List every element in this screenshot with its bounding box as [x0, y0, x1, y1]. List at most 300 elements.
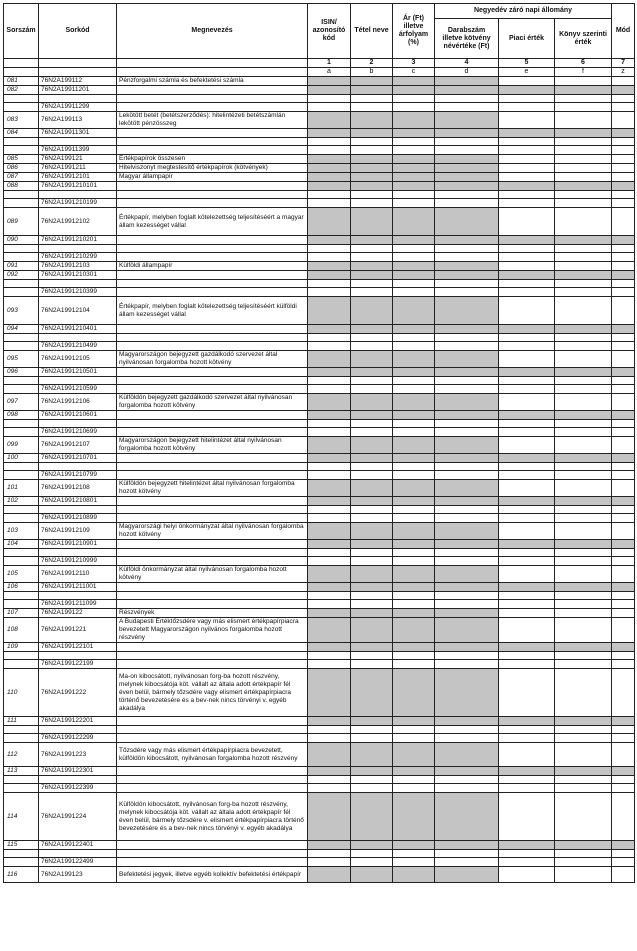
ar-cell[interactable]	[393, 609, 435, 618]
piaci-cell[interactable]	[499, 669, 555, 717]
isin-cell[interactable]	[308, 236, 351, 245]
tetel-cell[interactable]	[351, 208, 393, 236]
darab-cell[interactable]	[435, 776, 499, 784]
piaci-cell[interactable]	[499, 841, 555, 850]
piaci-cell[interactable]	[499, 173, 555, 182]
ar-cell[interactable]	[393, 280, 435, 288]
isin-cell[interactable]	[308, 342, 351, 351]
piaci-cell[interactable]	[499, 776, 555, 784]
konyv-cell[interactable]	[555, 112, 612, 129]
tetel-cell[interactable]	[351, 540, 393, 549]
tetel-cell[interactable]	[351, 743, 393, 767]
piaci-cell[interactable]	[499, 297, 555, 325]
tetel-cell[interactable]	[351, 717, 393, 726]
mod-cell[interactable]	[612, 164, 635, 173]
mod-cell[interactable]	[612, 523, 635, 540]
tetel-cell[interactable]	[351, 471, 393, 480]
ar-cell[interactable]	[393, 325, 435, 334]
piaci-cell[interactable]	[499, 288, 555, 297]
tetel-cell[interactable]	[351, 325, 393, 334]
mod-cell[interactable]	[612, 776, 635, 784]
darab-cell[interactable]	[435, 191, 499, 199]
darab-cell[interactable]	[435, 743, 499, 767]
konyv-cell[interactable]	[555, 463, 612, 471]
tetel-cell[interactable]	[351, 793, 393, 841]
mod-cell[interactable]	[612, 297, 635, 325]
tetel-cell[interactable]	[351, 271, 393, 280]
ar-cell[interactable]	[393, 428, 435, 437]
ar-cell[interactable]	[393, 377, 435, 385]
konyv-cell[interactable]	[555, 428, 612, 437]
konyv-cell[interactable]	[555, 454, 612, 463]
isin-cell[interactable]	[308, 549, 351, 557]
tetel-cell[interactable]	[351, 549, 393, 557]
tetel-cell[interactable]	[351, 377, 393, 385]
mod-cell[interactable]	[612, 253, 635, 262]
tetel-cell[interactable]	[351, 86, 393, 95]
ar-cell[interactable]	[393, 208, 435, 236]
tetel-cell[interactable]	[351, 867, 393, 883]
tetel-cell[interactable]	[351, 726, 393, 734]
piaci-cell[interactable]	[499, 182, 555, 191]
tetel-cell[interactable]	[351, 776, 393, 784]
mod-cell[interactable]	[612, 557, 635, 566]
piaci-cell[interactable]	[499, 129, 555, 138]
isin-cell[interactable]	[308, 643, 351, 652]
mod-cell[interactable]	[612, 86, 635, 95]
konyv-cell[interactable]	[555, 734, 612, 743]
darab-cell[interactable]	[435, 245, 499, 253]
piaci-cell[interactable]	[499, 514, 555, 523]
tetel-cell[interactable]	[351, 245, 393, 253]
mod-cell[interactable]	[612, 394, 635, 411]
isin-cell[interactable]	[308, 262, 351, 271]
piaci-cell[interactable]	[499, 155, 555, 164]
konyv-cell[interactable]	[555, 245, 612, 253]
piaci-cell[interactable]	[499, 717, 555, 726]
mod-cell[interactable]	[612, 600, 635, 609]
tetel-cell[interactable]	[351, 497, 393, 506]
tetel-cell[interactable]	[351, 191, 393, 199]
isin-cell[interactable]	[308, 858, 351, 867]
konyv-cell[interactable]	[555, 385, 612, 394]
tetel-cell[interactable]	[351, 288, 393, 297]
darab-cell[interactable]	[435, 734, 499, 743]
mod-cell[interactable]	[612, 592, 635, 600]
piaci-cell[interactable]	[499, 850, 555, 858]
darab-cell[interactable]	[435, 77, 499, 86]
darab-cell[interactable]	[435, 523, 499, 540]
konyv-cell[interactable]	[555, 146, 612, 155]
isin-cell[interactable]	[308, 138, 351, 146]
darab-cell[interactable]	[435, 155, 499, 164]
ar-cell[interactable]	[393, 726, 435, 734]
isin-cell[interactable]	[308, 411, 351, 420]
konyv-cell[interactable]	[555, 288, 612, 297]
mod-cell[interactable]	[612, 497, 635, 506]
tetel-cell[interactable]	[351, 437, 393, 454]
konyv-cell[interactable]	[555, 236, 612, 245]
mod-cell[interactable]	[612, 793, 635, 841]
konyv-cell[interactable]	[555, 743, 612, 767]
darab-cell[interactable]	[435, 271, 499, 280]
tetel-cell[interactable]	[351, 454, 393, 463]
mod-cell[interactable]	[612, 841, 635, 850]
ar-cell[interactable]	[393, 411, 435, 420]
darab-cell[interactable]	[435, 566, 499, 583]
darab-cell[interactable]	[435, 428, 499, 437]
ar-cell[interactable]	[393, 540, 435, 549]
konyv-cell[interactable]	[555, 86, 612, 95]
darab-cell[interactable]	[435, 253, 499, 262]
mod-cell[interactable]	[612, 199, 635, 208]
piaci-cell[interactable]	[499, 463, 555, 471]
piaci-cell[interactable]	[499, 557, 555, 566]
darab-cell[interactable]	[435, 767, 499, 776]
ar-cell[interactable]	[393, 191, 435, 199]
ar-cell[interactable]	[393, 288, 435, 297]
isin-cell[interactable]	[308, 394, 351, 411]
konyv-cell[interactable]	[555, 643, 612, 652]
darab-cell[interactable]	[435, 643, 499, 652]
mod-cell[interactable]	[612, 182, 635, 191]
darab-cell[interactable]	[435, 146, 499, 155]
ar-cell[interactable]	[393, 743, 435, 767]
konyv-cell[interactable]	[555, 540, 612, 549]
piaci-cell[interactable]	[499, 334, 555, 342]
tetel-cell[interactable]	[351, 262, 393, 271]
darab-cell[interactable]	[435, 129, 499, 138]
ar-cell[interactable]	[393, 262, 435, 271]
mod-cell[interactable]	[612, 643, 635, 652]
tetel-cell[interactable]	[351, 858, 393, 867]
darab-cell[interactable]	[435, 411, 499, 420]
ar-cell[interactable]	[393, 652, 435, 660]
konyv-cell[interactable]	[555, 351, 612, 368]
piaci-cell[interactable]	[499, 138, 555, 146]
tetel-cell[interactable]	[351, 669, 393, 717]
ar-cell[interactable]	[393, 155, 435, 164]
isin-cell[interactable]	[308, 743, 351, 767]
piaci-cell[interactable]	[499, 540, 555, 549]
ar-cell[interactable]	[393, 394, 435, 411]
isin-cell[interactable]	[308, 351, 351, 368]
darab-cell[interactable]	[435, 506, 499, 514]
konyv-cell[interactable]	[555, 280, 612, 288]
piaci-cell[interactable]	[499, 191, 555, 199]
isin-cell[interactable]	[308, 566, 351, 583]
piaci-cell[interactable]	[499, 199, 555, 208]
piaci-cell[interactable]	[499, 385, 555, 394]
ar-cell[interactable]	[393, 437, 435, 454]
konyv-cell[interactable]	[555, 77, 612, 86]
piaci-cell[interactable]	[499, 566, 555, 583]
isin-cell[interactable]	[308, 734, 351, 743]
tetel-cell[interactable]	[351, 173, 393, 182]
ar-cell[interactable]	[393, 566, 435, 583]
ar-cell[interactable]	[393, 236, 435, 245]
tetel-cell[interactable]	[351, 557, 393, 566]
piaci-cell[interactable]	[499, 394, 555, 411]
konyv-cell[interactable]	[555, 164, 612, 173]
darab-cell[interactable]	[435, 600, 499, 609]
ar-cell[interactable]	[393, 463, 435, 471]
darab-cell[interactable]	[435, 652, 499, 660]
piaci-cell[interactable]	[499, 95, 555, 103]
isin-cell[interactable]	[308, 717, 351, 726]
darab-cell[interactable]	[435, 850, 499, 858]
ar-cell[interactable]	[393, 199, 435, 208]
tetel-cell[interactable]	[351, 480, 393, 497]
isin-cell[interactable]	[308, 86, 351, 95]
mod-cell[interactable]	[612, 385, 635, 394]
mod-cell[interactable]	[612, 245, 635, 253]
ar-cell[interactable]	[393, 129, 435, 138]
konyv-cell[interactable]	[555, 420, 612, 428]
ar-cell[interactable]	[393, 618, 435, 643]
piaci-cell[interactable]	[499, 368, 555, 377]
tetel-cell[interactable]	[351, 784, 393, 793]
piaci-cell[interactable]	[499, 618, 555, 643]
tetel-cell[interactable]	[351, 643, 393, 652]
darab-cell[interactable]	[435, 385, 499, 394]
isin-cell[interactable]	[308, 173, 351, 182]
tetel-cell[interactable]	[351, 618, 393, 643]
mod-cell[interactable]	[612, 280, 635, 288]
piaci-cell[interactable]	[499, 77, 555, 86]
ar-cell[interactable]	[393, 112, 435, 129]
darab-cell[interactable]	[435, 480, 499, 497]
isin-cell[interactable]	[308, 428, 351, 437]
isin-cell[interactable]	[308, 540, 351, 549]
mod-cell[interactable]	[612, 334, 635, 342]
konyv-cell[interactable]	[555, 411, 612, 420]
isin-cell[interactable]	[308, 129, 351, 138]
piaci-cell[interactable]	[499, 351, 555, 368]
konyv-cell[interactable]	[555, 297, 612, 325]
tetel-cell[interactable]	[351, 583, 393, 592]
piaci-cell[interactable]	[499, 743, 555, 767]
ar-cell[interactable]	[393, 776, 435, 784]
konyv-cell[interactable]	[555, 523, 612, 540]
isin-cell[interactable]	[308, 726, 351, 734]
konyv-cell[interactable]	[555, 497, 612, 506]
piaci-cell[interactable]	[499, 726, 555, 734]
tetel-cell[interactable]	[351, 112, 393, 129]
darab-cell[interactable]	[435, 618, 499, 643]
piaci-cell[interactable]	[499, 867, 555, 883]
darab-cell[interactable]	[435, 784, 499, 793]
isin-cell[interactable]	[308, 95, 351, 103]
isin-cell[interactable]	[308, 514, 351, 523]
darab-cell[interactable]	[435, 377, 499, 385]
piaci-cell[interactable]	[499, 784, 555, 793]
piaci-cell[interactable]	[499, 86, 555, 95]
konyv-cell[interactable]	[555, 208, 612, 236]
tetel-cell[interactable]	[351, 164, 393, 173]
ar-cell[interactable]	[393, 660, 435, 669]
darab-cell[interactable]	[435, 368, 499, 377]
ar-cell[interactable]	[393, 245, 435, 253]
ar-cell[interactable]	[393, 841, 435, 850]
mod-cell[interactable]	[612, 271, 635, 280]
isin-cell[interactable]	[308, 368, 351, 377]
tetel-cell[interactable]	[351, 199, 393, 208]
darab-cell[interactable]	[435, 394, 499, 411]
mod-cell[interactable]	[612, 767, 635, 776]
mod-cell[interactable]	[612, 288, 635, 297]
isin-cell[interactable]	[308, 112, 351, 129]
konyv-cell[interactable]	[555, 669, 612, 717]
konyv-cell[interactable]	[555, 182, 612, 191]
mod-cell[interactable]	[612, 342, 635, 351]
piaci-cell[interactable]	[499, 262, 555, 271]
konyv-cell[interactable]	[555, 592, 612, 600]
tetel-cell[interactable]	[351, 182, 393, 191]
piaci-cell[interactable]	[499, 523, 555, 540]
piaci-cell[interactable]	[499, 245, 555, 253]
isin-cell[interactable]	[308, 191, 351, 199]
isin-cell[interactable]	[308, 583, 351, 592]
isin-cell[interactable]	[308, 471, 351, 480]
isin-cell[interactable]	[308, 377, 351, 385]
mod-cell[interactable]	[612, 618, 635, 643]
konyv-cell[interactable]	[555, 867, 612, 883]
isin-cell[interactable]	[308, 420, 351, 428]
isin-cell[interactable]	[308, 463, 351, 471]
ar-cell[interactable]	[393, 420, 435, 428]
tetel-cell[interactable]	[351, 280, 393, 288]
ar-cell[interactable]	[393, 850, 435, 858]
konyv-cell[interactable]	[555, 325, 612, 334]
konyv-cell[interactable]	[555, 850, 612, 858]
ar-cell[interactable]	[393, 146, 435, 155]
darab-cell[interactable]	[435, 726, 499, 734]
darab-cell[interactable]	[435, 288, 499, 297]
piaci-cell[interactable]	[499, 643, 555, 652]
tetel-cell[interactable]	[351, 155, 393, 164]
konyv-cell[interactable]	[555, 199, 612, 208]
piaci-cell[interactable]	[499, 428, 555, 437]
konyv-cell[interactable]	[555, 173, 612, 182]
mod-cell[interactable]	[612, 112, 635, 129]
isin-cell[interactable]	[308, 850, 351, 858]
piaci-cell[interactable]	[499, 583, 555, 592]
darab-cell[interactable]	[435, 841, 499, 850]
mod-cell[interactable]	[612, 155, 635, 164]
mod-cell[interactable]	[612, 77, 635, 86]
isin-cell[interactable]	[308, 506, 351, 514]
mod-cell[interactable]	[612, 743, 635, 767]
tetel-cell[interactable]	[351, 523, 393, 540]
konyv-cell[interactable]	[555, 103, 612, 112]
mod-cell[interactable]	[612, 351, 635, 368]
piaci-cell[interactable]	[499, 112, 555, 129]
ar-cell[interactable]	[393, 182, 435, 191]
piaci-cell[interactable]	[499, 454, 555, 463]
piaci-cell[interactable]	[499, 253, 555, 262]
konyv-cell[interactable]	[555, 841, 612, 850]
darab-cell[interactable]	[435, 609, 499, 618]
piaci-cell[interactable]	[499, 342, 555, 351]
tetel-cell[interactable]	[351, 652, 393, 660]
ar-cell[interactable]	[393, 643, 435, 652]
darab-cell[interactable]	[435, 660, 499, 669]
ar-cell[interactable]	[393, 471, 435, 480]
isin-cell[interactable]	[308, 793, 351, 841]
ar-cell[interactable]	[393, 557, 435, 566]
darab-cell[interactable]	[435, 351, 499, 368]
darab-cell[interactable]	[435, 514, 499, 523]
isin-cell[interactable]	[308, 297, 351, 325]
isin-cell[interactable]	[308, 271, 351, 280]
piaci-cell[interactable]	[499, 652, 555, 660]
piaci-cell[interactable]	[499, 437, 555, 454]
darab-cell[interactable]	[435, 549, 499, 557]
darab-cell[interactable]	[435, 208, 499, 236]
konyv-cell[interactable]	[555, 191, 612, 199]
isin-cell[interactable]	[308, 592, 351, 600]
darab-cell[interactable]	[435, 164, 499, 173]
konyv-cell[interactable]	[555, 129, 612, 138]
mod-cell[interactable]	[612, 480, 635, 497]
piaci-cell[interactable]	[499, 208, 555, 236]
isin-cell[interactable]	[308, 164, 351, 173]
mod-cell[interactable]	[612, 411, 635, 420]
isin-cell[interactable]	[308, 199, 351, 208]
darab-cell[interactable]	[435, 173, 499, 182]
konyv-cell[interactable]	[555, 652, 612, 660]
darab-cell[interactable]	[435, 454, 499, 463]
isin-cell[interactable]	[308, 480, 351, 497]
konyv-cell[interactable]	[555, 514, 612, 523]
tetel-cell[interactable]	[351, 394, 393, 411]
mod-cell[interactable]	[612, 146, 635, 155]
darab-cell[interactable]	[435, 262, 499, 271]
mod-cell[interactable]	[612, 867, 635, 883]
mod-cell[interactable]	[612, 609, 635, 618]
piaci-cell[interactable]	[499, 164, 555, 173]
isin-cell[interactable]	[308, 385, 351, 394]
isin-cell[interactable]	[308, 437, 351, 454]
ar-cell[interactable]	[393, 164, 435, 173]
ar-cell[interactable]	[393, 717, 435, 726]
tetel-cell[interactable]	[351, 342, 393, 351]
konyv-cell[interactable]	[555, 253, 612, 262]
darab-cell[interactable]	[435, 199, 499, 208]
konyv-cell[interactable]	[555, 394, 612, 411]
konyv-cell[interactable]	[555, 377, 612, 385]
isin-cell[interactable]	[308, 497, 351, 506]
ar-cell[interactable]	[393, 342, 435, 351]
tetel-cell[interactable]	[351, 506, 393, 514]
ar-cell[interactable]	[393, 514, 435, 523]
konyv-cell[interactable]	[555, 262, 612, 271]
isin-cell[interactable]	[308, 77, 351, 86]
isin-cell[interactable]	[308, 208, 351, 236]
mod-cell[interactable]	[612, 454, 635, 463]
ar-cell[interactable]	[393, 497, 435, 506]
isin-cell[interactable]	[308, 182, 351, 191]
mod-cell[interactable]	[612, 858, 635, 867]
konyv-cell[interactable]	[555, 471, 612, 480]
tetel-cell[interactable]	[351, 334, 393, 342]
ar-cell[interactable]	[393, 297, 435, 325]
darab-cell[interactable]	[435, 583, 499, 592]
mod-cell[interactable]	[612, 428, 635, 437]
ar-cell[interactable]	[393, 793, 435, 841]
ar-cell[interactable]	[393, 480, 435, 497]
